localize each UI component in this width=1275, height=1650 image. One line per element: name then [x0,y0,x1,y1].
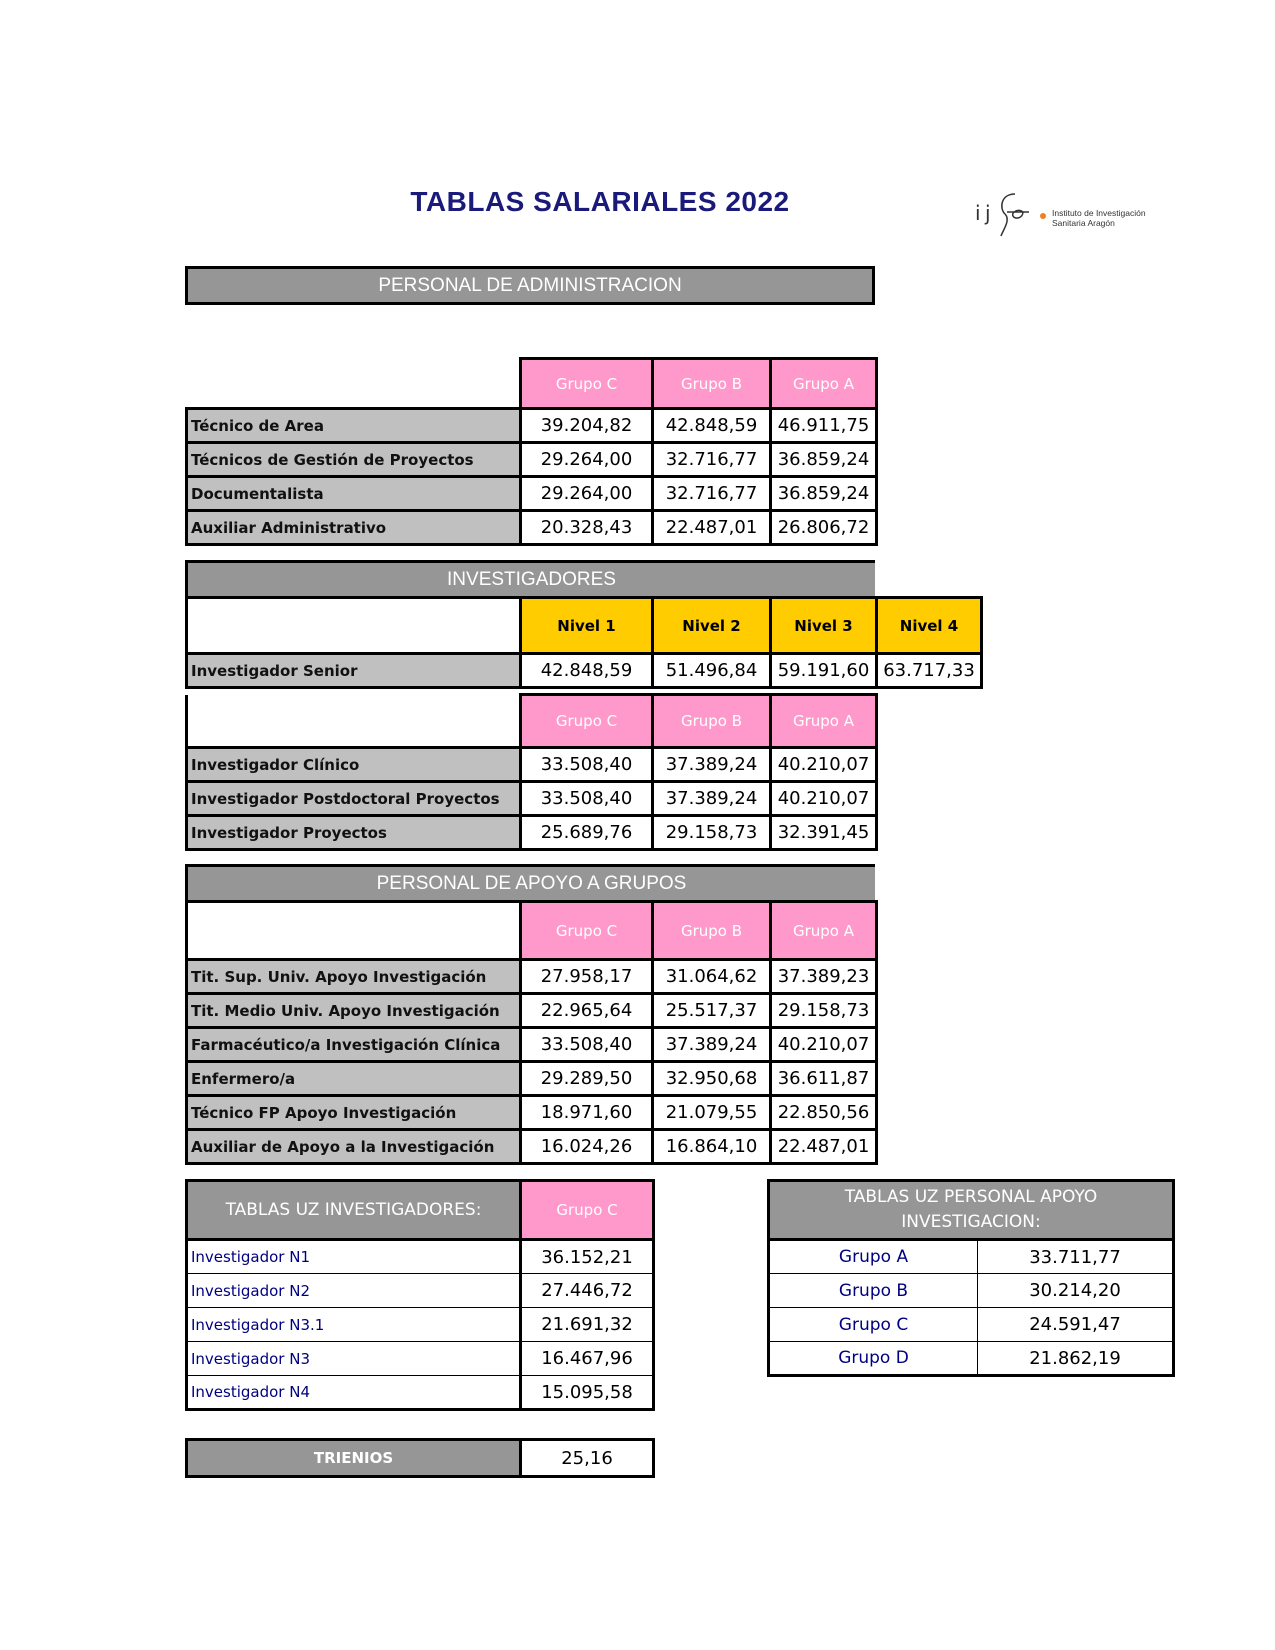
row-label: Farmacéutico/a Investigación Clínica [187,1028,521,1062]
nivel-header: Nivel 1 [521,598,653,654]
table-row [187,477,877,511]
salary-value: 27.446,72 [521,1274,654,1308]
table-row [187,1376,654,1410]
salary-value: 32.391,45 [771,816,877,850]
salary-value: 27.958,17 [521,960,653,994]
salary-value: 22.850,56 [771,1096,877,1130]
salary-value: 33.508,40 [521,748,653,782]
table-row [187,816,877,850]
salary-value: 63.717,33 [877,654,982,688]
col-header: Grupo C [521,1181,654,1240]
row-label: Grupo B [769,1274,978,1308]
row-label: Investigador N3.1 [187,1308,521,1342]
salary-value: 29.289,50 [521,1062,653,1096]
col-header: Grupo C [521,902,653,960]
row-label: Investigador Postdoctoral Proyectos [187,782,521,816]
salary-value: 36.611,87 [771,1062,877,1096]
empty-cell [187,598,521,654]
salary-value: 46.911,75 [771,409,877,443]
salary-value: 24.591,47 [978,1308,1174,1342]
row-label: Enfermero/a [187,1062,521,1096]
row-label: Investigador Proyectos [187,816,521,850]
nivel-header: Nivel 3 [771,598,877,654]
uz-apoyo-table [767,1179,1175,1377]
uz-apoyo-title-line1: TABLAS UZ PERSONAL APOYO [844,1187,1098,1207]
apoyo-table [185,900,878,1165]
row-label: Técnico de Area [187,409,521,443]
row-label: Técnico FP Apoyo Investigación [187,1096,521,1130]
table-row [187,1062,877,1096]
uz-apoyo-title-line2: INVESTIGACION: [901,1212,1041,1232]
salary-value: 37.389,24 [653,1028,771,1062]
nivel-header: Nivel 2 [653,598,771,654]
salary-value: 29.158,73 [771,994,877,1028]
salary-value: 40.210,07 [771,782,877,816]
table-row [187,1096,877,1130]
institute-logo [975,188,1175,238]
salary-value: 22.487,01 [771,1130,877,1164]
table-row [769,1342,1174,1376]
svg-text:i: i [975,201,981,225]
orange-dot-icon [1040,213,1046,219]
logo-line-2: Sanitaria Aragón [1052,218,1115,228]
logo-line-1: Instituto de Investigación [1052,208,1146,218]
table-row [187,960,877,994]
col-header: Grupo B [653,695,771,748]
row-label: Tit. Sup. Univ. Apoyo Investigación [187,960,521,994]
salary-value: 39.204,82 [521,409,653,443]
uz-investigadores-table [185,1179,655,1411]
row-label: Investigador Clínico [187,748,521,782]
col-header: Grupo A [771,902,877,960]
col-header: Grupo B [653,902,771,960]
salary-value: 25.689,76 [521,816,653,850]
row-label: Investigador N1 [187,1240,521,1274]
table-row [187,994,877,1028]
row-label: Investigador N4 [187,1376,521,1410]
row-label: Investigador Senior [187,654,521,688]
table-row [187,1130,877,1164]
salary-value: 37.389,24 [653,782,771,816]
trienios-value: 25,16 [521,1440,654,1477]
col-header: Grupo A [771,695,877,748]
row-label: Auxiliar de Apoyo a la Investigación [187,1130,521,1164]
investigadores-table [185,693,878,851]
section-header-investigadores: INVESTIGADORES [185,560,875,597]
col-header: Grupo A [771,359,877,409]
salary-value: 51.496,84 [653,654,771,688]
salary-value: 59.191,60 [771,654,877,688]
salary-value: 30.214,20 [978,1274,1174,1308]
trienios-label: TRIENIOS [187,1440,521,1477]
row-label: Grupo D [769,1342,978,1376]
trienios-table [185,1438,655,1478]
table-row [769,1274,1174,1308]
uz-investigadores-title: TABLAS UZ INVESTIGADORES: [187,1181,521,1240]
salary-value: 26.806,72 [771,511,877,545]
uz-apoyo-title [769,1181,1174,1240]
salary-value: 33.711,77 [978,1240,1174,1274]
col-header: Grupo C [521,359,653,409]
section-header-administracion: PERSONAL DE ADMINISTRACION [185,266,875,305]
salary-value: 22.487,01 [653,511,771,545]
table-row [187,654,982,688]
salary-value: 16.024,26 [521,1130,653,1164]
salary-value: 32.950,68 [653,1062,771,1096]
salary-value: 16.864,10 [653,1130,771,1164]
table-row [187,748,877,782]
iis-logo-icon [975,188,1050,238]
investigador-senior-table [185,596,983,689]
salary-value: 25.517,37 [653,994,771,1028]
table-row [769,1308,1174,1342]
salary-value: 29.158,73 [653,816,771,850]
col-header: Grupo C [521,695,653,748]
salary-value: 15.095,58 [521,1376,654,1410]
salary-value: 22.965,64 [521,994,653,1028]
empty-cell [187,359,521,409]
col-header: Grupo B [653,359,771,409]
salary-value: 37.389,24 [653,748,771,782]
row-label: Tit. Medio Univ. Apoyo Investigación [187,994,521,1028]
nivel-header: Nivel 4 [877,598,982,654]
salary-value: 32.716,77 [653,477,771,511]
section-header-apoyo: PERSONAL DE APOYO A GRUPOS [185,864,875,901]
row-label: Documentalista [187,477,521,511]
salary-value: 20.328,43 [521,511,653,545]
empty-cell [187,695,521,748]
table-row [187,443,877,477]
row-label: Auxiliar Administrativo [187,511,521,545]
row-label: Investigador N2 [187,1274,521,1308]
salary-value: 36.859,24 [771,477,877,511]
salary-value: 21.079,55 [653,1096,771,1130]
salary-value: 37.389,23 [771,960,877,994]
svg-text:j: j [985,201,991,225]
table-row [187,511,877,545]
salary-value: 36.152,21 [521,1240,654,1274]
admin-table [185,357,878,546]
salary-value: 40.210,07 [771,748,877,782]
row-label: Técnicos de Gestión de Proyectos [187,443,521,477]
table-row [187,1240,654,1274]
table-row [187,409,877,443]
salary-value: 40.210,07 [771,1028,877,1062]
row-label: Investigador N3 [187,1342,521,1376]
salary-value: 18.971,60 [521,1096,653,1130]
salary-value: 29.264,00 [521,443,653,477]
table-row [187,1028,877,1062]
table-row [187,1342,654,1376]
salary-value: 16.467,96 [521,1342,654,1376]
table-row [187,1308,654,1342]
salary-value: 31.064,62 [653,960,771,994]
salary-value: 29.264,00 [521,477,653,511]
row-label: Grupo A [769,1240,978,1274]
salary-value: 21.862,19 [978,1342,1174,1376]
page-title: TABLAS SALARIALES 2022 [410,186,790,217]
salary-value: 36.859,24 [771,443,877,477]
table-row [769,1240,1174,1274]
salary-value: 42.848,59 [653,409,771,443]
salary-value: 33.508,40 [521,782,653,816]
table-row [187,1274,654,1308]
row-label: Grupo C [769,1308,978,1342]
salary-value: 32.716,77 [653,443,771,477]
salary-value: 21.691,32 [521,1308,654,1342]
table-row [187,782,877,816]
salary-value: 33.508,40 [521,1028,653,1062]
empty-cell [187,902,521,960]
salary-value: 42.848,59 [521,654,653,688]
